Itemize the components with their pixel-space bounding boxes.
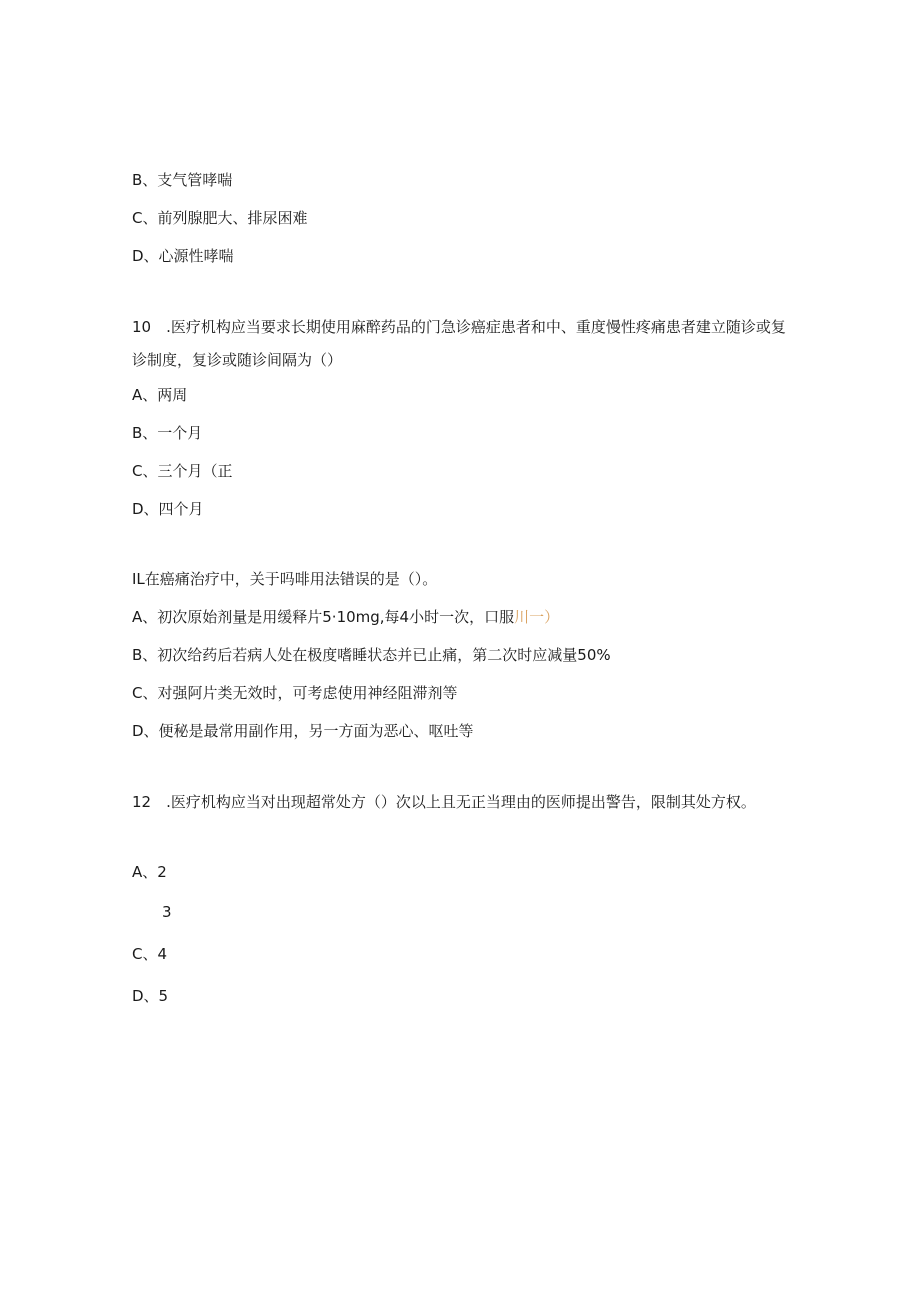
q10-option-b: B、一个月 — [132, 424, 203, 442]
q11-option-c: C、对强阿片类无效时，可考虑使用神经阻滞剂等 — [132, 684, 458, 702]
q12-option-d: D、5 — [132, 987, 169, 1005]
q9-option-d: D、心源性哮喘 — [132, 247, 234, 265]
q9-option-b: B、支气管哮喘 — [132, 171, 233, 189]
q9-option-c: C、前列腺肥大、排尿困难 — [132, 209, 308, 227]
q11-option-a-mark: 川一） — [514, 608, 560, 626]
q10-option-c: C、三个月（正 — [132, 462, 233, 480]
q12-stem: 12 .医疗机构应当对出现超常处方（）次以上且无正当理由的医师提出警告，限制其处方权。 — [132, 793, 756, 811]
q12-option-c: C、4 — [132, 945, 168, 963]
q10-option-a: A、两周 — [132, 386, 188, 404]
q12-option-b: 3 — [162, 903, 172, 921]
q11-option-a — [132, 607, 559, 627]
q11-stem: IL在癌痛治疗中，关于吗啡用法错误的是（）。 — [132, 570, 438, 588]
q11-option-a-text: A、初次原始剂量是用缓释片5·10mg,每4小时一次，口服 — [132, 608, 515, 626]
q10-stem: 10 .医疗机构应当要求长期使用麻醉药品的门急诊癌症患者和中、重度慢性疼痛患者建立随诊或复诊制度，复诊或随诊间隔为（） — [132, 318, 786, 369]
q11-option-d: D、便秘是最常用副作用，另一方面为恶心、呕吐等 — [132, 722, 474, 740]
q10-option-d: D、四个月 — [132, 500, 204, 518]
q11-option-b: B、初次给药后若病人处在极度嗜睡状态并已止痛，第二次时应减量50% — [132, 646, 611, 664]
q12-option-a: A、2 — [132, 863, 167, 881]
